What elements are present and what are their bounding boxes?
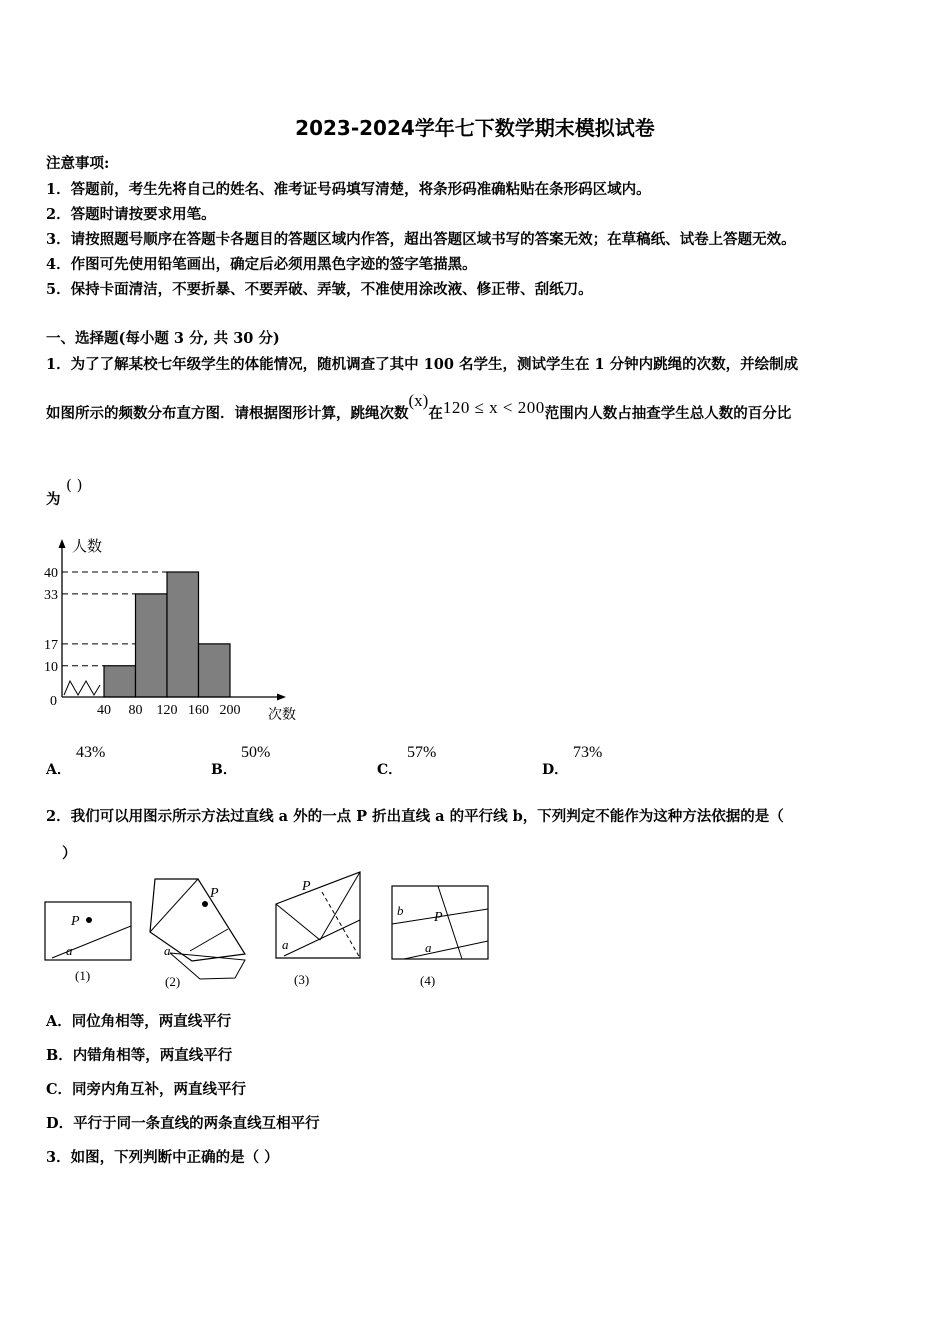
q2-line2: ） [62,845,77,862]
q1-option-b-label: B． [211,762,237,778]
x-tick-label: 160 [188,703,209,718]
x-axis-arrow [277,694,286,701]
notice-item: 2．答题时请按要求用笔。 [46,206,216,223]
q2-option-c: C．同旁内角互补，两直线平行 [46,1081,247,1098]
figure-caption: (2) [165,974,181,989]
y-axis-label: 人数 [72,539,103,555]
figure-3 [276,872,360,987]
x-tick-label: 80 [128,703,143,718]
histogram-bar [167,572,199,697]
page-title: 2023-2024学年七下数学期末模拟试卷 [295,116,655,140]
q1-option-b-value: 50% [241,744,271,761]
q2-option-a: A．同位角相等，两直线平行 [46,1013,232,1030]
folding-figures [40,868,500,993]
label-p: P [434,910,443,925]
notice-item: 4．作图可先使用铅笔画出，确定后必须用黑色字迹的签字笔描黑。 [46,256,477,273]
x-axis-label: 次数 [268,708,296,723]
figure-4 [392,886,488,988]
label-b: b [397,903,404,918]
q1-option-a-label: A． [46,762,71,778]
histogram-chart [40,535,330,725]
x-tick-label: 200 [219,703,241,718]
q1-line1: 1．为了了解某校七年级学生的体能情况，随机调查了其中 100 名学生，测试学生在 1 分钟内跳绳的次数，并绘制成 [46,356,799,373]
q1-answer-paren: ( ) [66,476,83,494]
q2-line1: 2．我们可以用图示所示方法过直线 a 外的一点 P 折出直线 a 的平行线 b，下列判定不能作为这种方法依据的是（ [46,808,784,825]
q1-option-d-label: D． [542,762,569,778]
q1-option-c-value: 57% [407,744,437,761]
y-tick-label: 17 [44,637,58,653]
q1-line2-b: 在 [428,405,443,422]
figure-2 [150,879,245,989]
notice-heading: 注意事项: [46,155,110,172]
q1-line3: 为 [46,491,61,508]
section-heading: 一、选择题(每小题 3 分, 共 30 分) [46,330,280,347]
label-a: a [66,943,73,958]
q1-variable: (x) [408,391,429,410]
q1-option-d-value: 73% [573,744,603,761]
x-tick-label: 120 [156,703,178,718]
figure-1 [45,902,131,983]
q2-option-d: D．平行于同一条直线的两条直线互相平行 [46,1115,320,1132]
point-p-dot [86,917,92,923]
notice-item: 5．保持卡面清洁，不要折暴、不要弄破、弄皱，不准使用涂改液、修正带、刮纸刀。 [46,281,593,298]
figure-caption: (3) [294,972,310,987]
q1-line2 [46,391,792,423]
label-p: P [302,879,311,894]
label-a: a [164,943,171,958]
q3-line1: 3．如图，下列判断中正确的是（ ） [46,1149,279,1166]
y-tick-label: 0 [50,694,57,709]
y-tick-label: 40 [44,566,58,581]
figure-caption: (1) [75,968,91,983]
label-a: a [282,937,289,952]
histogram-bar [104,666,136,697]
label-a: a [425,940,432,955]
q2-option-b: B．内错角相等，两直线平行 [46,1047,233,1064]
notice-item: 3．请按照题号顺序在答题卡各题目的答题区域内作答，超出答题区域书写的答案无效；在草稿纸、试卷上答题无效。 [46,231,796,248]
q1-option-c-label: C． [377,762,403,778]
label-p: P [210,886,219,901]
q1-option-a-value: 43% [76,744,106,761]
label-p: P [71,914,80,929]
y-axis-arrow [59,539,66,548]
y-tick-label: 33 [44,587,58,603]
point-p-dot [202,901,208,907]
histogram-bar [199,644,231,697]
q1-line2-c: 范围内人数占抽查学生总人数的百分比 [544,405,792,422]
y-tick-label: 10 [44,659,58,675]
x-tick-label: 40 [97,703,111,718]
notice-item: 1．答题前，考生先将自己的姓名、准考证号码填写清楚，将条形码准确粘贴在条形码区域内。 [46,181,651,198]
histogram-bar [136,594,168,697]
figure-caption: (4) [420,973,436,988]
axis-break-mark [64,681,100,695]
q1-line2-a: 如图所示的频数分布直方图．请根据图形计算，跳绳次数 [46,405,409,422]
q1-range: 120 ≤ x < 200 [442,398,545,417]
histogram-bars [104,572,230,697]
